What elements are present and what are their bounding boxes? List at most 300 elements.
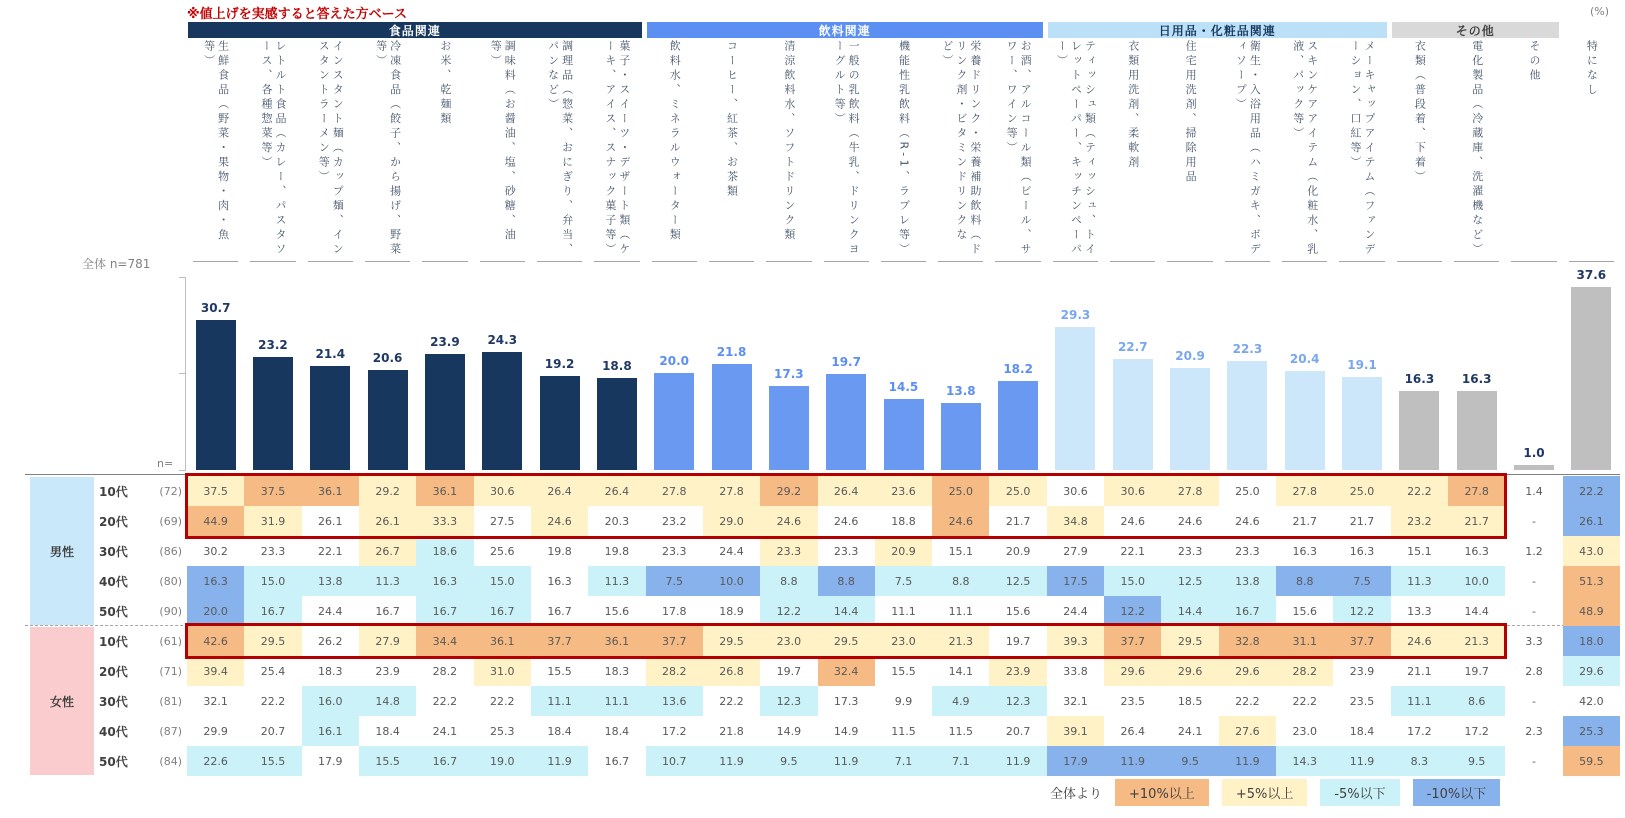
column-header-text: 機能性乳飲料（R-1、ラブレ等） [897,40,911,258]
table-cell: 29.2 [760,476,817,506]
table-cell: 14.4 [1161,596,1218,626]
gender-block: 女性 [30,627,94,775]
column-underline [995,261,1040,262]
table-cell: 36.1 [302,476,359,506]
table-cell: 16.3 [1349,544,1375,558]
table-cell: 21.3 [1448,626,1505,656]
base-note: ※値上げを実感すると答えた方ベース [187,7,407,22]
table-cell: 15.0 [244,566,301,596]
table-cell: 33.3 [416,506,473,536]
table-cell: 24.6 [932,506,989,536]
table-cell: 23.3 [760,536,817,566]
bar-value-label: 19.2 [544,357,575,372]
table-cell: 8.8 [1276,566,1333,596]
row-n-label: (84) [159,754,182,768]
table-cell: 39.4 [187,656,244,686]
table-cell: 21.8 [719,724,744,738]
column-underline [709,261,754,262]
table-cell: 1.2 [1525,544,1543,558]
table-cell: 8.8 [760,566,817,596]
table-cell: 16.7 [375,604,400,618]
table-cell: 22.2 [1391,476,1448,506]
table-cell: 11.9 [531,746,588,776]
bar-value-label: 19.7 [831,355,861,370]
table-cell: 16.7 [244,596,301,626]
table-cell: 13.3 [1407,604,1432,618]
row-age-label: 50代 [99,604,128,619]
row-age-label: 50代 [99,754,128,769]
table-cell: 11.9 [1219,746,1276,776]
table-cell: 14.1 [948,664,974,678]
table-cell: 17.2 [1464,724,1489,738]
table-cell: 27.5 [490,514,515,528]
table-cell: 26.7 [359,536,416,566]
table-cell: 14.4 [1464,604,1489,618]
y-axis-tick [179,470,186,471]
column-header-text: ティッシュ類（ティッシュ、トイレットペーパー、キッチンペーパー） [1055,40,1097,258]
table-cell: 42.6 [187,626,244,656]
column-underline [881,261,926,262]
table-cell: 15.6 [604,604,630,618]
table-cell: 11.1 [531,686,588,716]
table-cell: 11.9 [703,746,760,776]
category-band: 日用品・化粧品関連 [1048,22,1387,38]
table-cell: 12.3 [989,686,1046,716]
bar [998,381,1038,470]
table-cell: 7.5 [646,566,703,596]
table-cell: 25.6 [490,544,515,558]
table-cell: 26.1 [318,514,343,528]
table-cell: 18.5 [1177,694,1203,708]
bar-value-label: 37.6 [1576,267,1607,282]
percent-unit-label: (%) [1590,5,1610,18]
table-cell: 12.2 [1333,596,1390,626]
table-cell: 1.4 [1525,484,1543,498]
gender-block: 男性 [30,477,94,625]
table-cell: 18.4 [375,724,400,738]
table-cell: 11.9 [818,746,875,776]
bar-value-label: 23.9 [430,334,460,349]
table-cell: 24.4 [318,604,343,618]
bar [1571,287,1611,470]
table-cell: 11.5 [891,724,916,738]
table-cell: 18.3 [318,664,343,678]
table-cell: 18.4 [547,724,572,738]
table-cell: 29.5 [1161,626,1218,656]
table-cell: 15.6 [1292,604,1317,618]
bar [1342,377,1382,470]
table-cell: 15.5 [547,664,572,678]
table-cell: 12.5 [989,566,1046,596]
row-n-label: (87) [159,724,182,738]
table-cell: 17.8 [661,604,687,618]
table-cell: 34.4 [416,626,473,656]
column-underline [480,261,525,262]
row-age-label: 20代 [99,664,128,679]
table-cell: 26.2 [318,634,343,648]
table-cell: 11.3 [359,566,416,596]
table-cell: 25.4 [260,664,286,678]
table-cell: 19.8 [604,544,630,558]
column-header-text: 冷凍食品（餃子、から揚げ、野菜等） [374,40,402,258]
column-header-text: お酒、アルコール類（ビール、サワー、ワイン等） [1005,40,1033,258]
table-cell: 16.3 [1464,544,1489,558]
table-cell: 11.1 [948,604,974,618]
table-cell: 23.0 [875,626,932,656]
column-header-text: 調味料（お醤油、塩、砂糖、油等） [489,40,517,243]
bar [826,374,866,470]
table-cell: 16.7 [1219,596,1276,626]
bar-value-label: 20.9 [1175,349,1205,364]
table-cell: 7.1 [932,746,989,776]
column-header [1333,40,1390,259]
table-cell: 20.9 [875,536,932,566]
column-underline [766,261,811,262]
table-cell: 18.6 [416,536,473,566]
table-cell: 22.2 [1563,476,1620,506]
table-cell: 36.1 [588,626,645,656]
column-header [416,40,473,259]
table-cell: 10.7 [646,746,703,776]
table-cell: 27.8 [646,476,703,506]
table-cell: 14.3 [1276,746,1333,776]
table-cell: 14.9 [833,724,859,738]
column-header-text: 衣類用洗剤、柔軟剤 [1126,40,1140,171]
bar [196,320,236,470]
column-header [646,40,703,259]
bar-value-label: 21.8 [716,344,747,359]
table-cell: 24.4 [1063,604,1088,618]
table-cell: 8.6 [1448,686,1505,716]
legend [1050,779,1500,806]
table-cell: 29.5 [818,626,875,656]
bar [310,366,350,470]
column-underline [824,261,869,262]
column-header-text: 電化製品（冷蔵庫、洗濯機など） [1470,40,1484,258]
bar [1055,327,1095,470]
table-cell: 8.3 [1391,746,1448,776]
table-cell: 44.9 [187,506,244,536]
y-axis-tick [179,277,186,278]
column-header-text: その他 [1528,40,1542,84]
bar [1514,465,1554,470]
column-header [1104,40,1161,259]
category-band: その他 [1392,22,1559,38]
table-cell: - [1532,574,1536,588]
highlight-box [185,623,1507,659]
table-cell: 22.2 [1292,694,1317,708]
table-cell: 23.9 [989,656,1046,686]
column-header [1391,40,1448,259]
row-n-label: (86) [159,544,182,558]
table-cell: 12.3 [760,686,817,716]
table-cell: 23.6 [875,476,932,506]
table-cell: 10.0 [1448,566,1505,596]
bar-value-label: 18.2 [1003,362,1033,377]
column-underline [594,261,639,262]
column-header [818,40,875,259]
column-header-text: スキンケアアイテム（化粧水、乳液、パック等） [1291,40,1319,258]
n-equals-label: n= [157,457,174,470]
column-underline [193,261,238,262]
row-n-label: (69) [159,514,182,528]
table-cell: 14.8 [359,686,416,716]
table-cell: 29.6 [1161,656,1218,686]
table-cell: 24.1 [1177,724,1203,738]
table-cell: 13.6 [646,686,703,716]
row-age-label: 20代 [99,514,128,529]
column-underline [308,261,353,262]
table-cell: 25.0 [932,476,989,506]
table-cell: 30.6 [474,476,531,506]
column-header-text: お米、乾麺類 [438,40,452,127]
table-cell: 32.1 [203,694,228,708]
table-cell: 37.5 [187,476,244,506]
row-age-label: 40代 [99,574,128,589]
table-cell: 20.7 [260,724,286,738]
bar-value-label: 13.8 [946,383,976,398]
column-underline [537,261,582,262]
table-cell: 12.2 [1104,596,1161,626]
column-header-text: レトルト食品（カレー、パスタソース、各種惣菜等） [259,40,287,258]
table-cell: 21.7 [1448,506,1505,536]
bar-value-label: 29.3 [1060,308,1091,323]
table-cell: 42.0 [1579,694,1604,708]
table-cell: 18.4 [1349,724,1375,738]
column-header-text: コーヒー、紅茶、お茶類 [725,40,739,200]
table-cell: 25.0 [1235,484,1260,498]
table-cell: 10.0 [703,566,760,596]
table-cell: 22.6 [187,746,244,776]
row-n-label: (71) [159,664,182,678]
column-underline [250,261,295,262]
column-header-text: 調理品（惣菜、おにぎり、弁当、パンなど） [546,40,574,258]
table-cell: 22.1 [1120,544,1146,558]
table-cell: 29.5 [703,626,760,656]
table-cell: 15.6 [1005,604,1031,618]
bar-value-label: 17.3 [774,366,804,381]
column-header-text: 特になし [1585,40,1599,98]
table-cell: 24.6 [1120,514,1146,528]
bar [769,386,809,470]
table-cell: 37.7 [1104,626,1161,656]
column-header [1161,40,1218,259]
table-cell: 15.5 [244,746,301,776]
overall-n-label: 全体 n=781 [82,257,151,271]
column-underline [1511,261,1556,262]
table-cell: 28.2 [646,656,703,686]
table-cell: 21.1 [1407,664,1432,678]
y-axis-tick [179,373,186,374]
column-header [1047,40,1104,259]
table-cell: 15.0 [474,566,531,596]
bar-value-label: 22.7 [1117,340,1148,355]
table-cell: 24.4 [719,544,744,558]
column-header-text: 清涼飲料水、ソフトドリンク類 [782,40,796,243]
bar-value-label: 23.2 [258,338,288,353]
column-header [932,40,989,259]
column-header-text: 住宅用洗剤、掃除用品 [1184,40,1198,185]
table-cell: 48.9 [1563,596,1620,626]
column-underline [1454,261,1499,262]
table-cell: 16.3 [1292,544,1317,558]
table-cell: 8.8 [818,566,875,596]
column-underline [652,261,697,262]
table-cell: 29.6 [1563,656,1620,686]
column-header-text: インスタント麺（カップ麺、インスタントラーメン等） [317,40,345,258]
column-header-text: 飲料水、ミネラルウォーター類 [668,40,682,243]
bar-value-label: 18.8 [602,359,632,374]
bar-value-label: 20.0 [659,353,689,368]
table-cell: 37.7 [646,626,703,656]
table-cell: 29.6 [1104,656,1161,686]
table-cell: 2.8 [1525,664,1543,678]
bar-value-label: 22.3 [1232,342,1263,357]
table-cell: 37.7 [1333,626,1390,656]
column-header-text: メーキャップアイテム（ファンデーション、口紅等） [1349,40,1377,258]
bar-value-label: 19.1 [1347,357,1377,372]
legend-item: +10%以上 [1115,779,1209,806]
table-cell: 20.9 [1005,544,1031,558]
column-underline [1225,261,1270,262]
table-cell: 18.0 [1563,626,1620,656]
table-cell: 16.7 [547,604,572,618]
column-underline [1397,261,1442,262]
column-header-text: 菓子・スイーツ・デザート類（ケーキ、アイス、スナック菓子等） [603,40,631,258]
table-cell: 9.5 [1161,746,1218,776]
column-header [1448,40,1505,259]
row-n-label: (80) [159,574,182,588]
table-cell: 11.9 [1104,746,1161,776]
table-cell: 19.7 [1464,664,1489,678]
bar [1170,368,1210,470]
table-cell: 11.9 [989,746,1046,776]
table-cell: 27.8 [1161,476,1218,506]
table-cell: 24.6 [833,514,859,528]
bar-value-label: 1.0 [1523,446,1545,461]
column-header [703,40,760,259]
table-cell: - [1532,604,1536,618]
table-cell: 11.1 [588,686,645,716]
table-cell: 16.7 [416,746,473,776]
legend-items [1115,779,1500,806]
table-cell: 22.2 [432,694,458,708]
bar [540,376,580,470]
table-cell: 21.7 [1005,514,1031,528]
table-cell: 16.7 [604,754,630,768]
column-header [1219,40,1276,259]
table-cell: 12.5 [1161,566,1218,596]
table-cell: 29.2 [359,476,416,506]
table-cell: 17.2 [661,724,687,738]
table-cell: 17.9 [318,754,343,768]
table-cell: 24.6 [531,506,588,536]
table-cell: 29.6 [1219,656,1276,686]
bar [712,364,752,470]
table-cell: - [1532,754,1536,768]
table-cell: 26.4 [531,476,588,506]
table-cell: 23.2 [661,514,687,528]
column-header [1505,40,1562,259]
table-cell: 22.2 [1235,694,1260,708]
row-age-label: 10代 [99,484,128,499]
table-cell: 23.2 [1391,506,1448,536]
table-cell: 27.9 [1063,544,1088,558]
column-header [531,40,588,259]
table-cell: 25.0 [1333,476,1390,506]
table-cell: 23.0 [1292,724,1317,738]
bar [368,370,408,470]
column-header [187,40,244,259]
table-cell: 22.2 [490,694,515,708]
legend-item: -5%以下 [1320,779,1399,806]
table-cell: 9.5 [760,746,817,776]
table-cell: 26.1 [359,506,416,536]
table-cell: 16.3 [416,566,473,596]
column-header-text: 一般の乳飲料（牛乳、ドリンクヨーグルト等） [833,40,861,258]
table-cell: 18.9 [719,604,744,618]
table-cell: 27.9 [359,626,416,656]
table-cell: 11.3 [588,566,645,596]
bar-value-label: 20.6 [372,350,403,365]
table-cell: 15.0 [1104,566,1161,596]
table-cell: 19.7 [776,664,802,678]
table-cell: 11.1 [1391,686,1448,716]
table-cell: 19.8 [547,544,572,558]
bar [482,352,522,470]
highlight-box [185,473,1507,539]
table-cell: - [1532,514,1536,528]
table-cell: 20.7 [1005,724,1031,738]
table-cell: 23.3 [1177,544,1203,558]
table-cell: 21.3 [932,626,989,656]
bar [1285,371,1325,470]
table-cell: 37.7 [531,626,588,656]
table-cell: 32.4 [818,656,875,686]
table-cell: 39.1 [1047,716,1104,746]
table-cell: 9.5 [1448,746,1505,776]
table-cell: 17.3 [833,694,859,708]
row-age-label: 30代 [99,544,128,559]
table-cell: 7.1 [875,746,932,776]
bar [941,403,981,470]
table-cell: 25.3 [1563,716,1620,746]
table-cell: 11.3 [1391,566,1448,596]
table-cell: 16.3 [187,566,244,596]
table-cell: 7.5 [875,566,932,596]
column-header [302,40,359,259]
table-cell: 26.1 [1563,506,1620,536]
column-header [588,40,645,259]
table-cell: 15.1 [1407,544,1432,558]
table-cell: 16.1 [302,716,359,746]
category-band: 飲料関連 [647,22,1043,38]
bar [425,354,465,470]
row-age-label: 10代 [99,634,128,649]
table-cell: 8.8 [932,566,989,596]
table-cell: 18.4 [604,724,630,738]
table-cell: 13.8 [1219,566,1276,596]
table-cell: 25.0 [989,476,1046,506]
table-cell: 17.9 [1047,746,1104,776]
table-cell: 24.6 [1235,514,1260,528]
row-n-label: (61) [159,634,182,648]
table-cell: 9.9 [894,694,913,708]
column-underline [365,261,410,262]
table-cell: 19.7 [1005,634,1031,648]
table-cell: - [1532,694,1536,708]
legend-item: +5%以上 [1222,779,1308,806]
